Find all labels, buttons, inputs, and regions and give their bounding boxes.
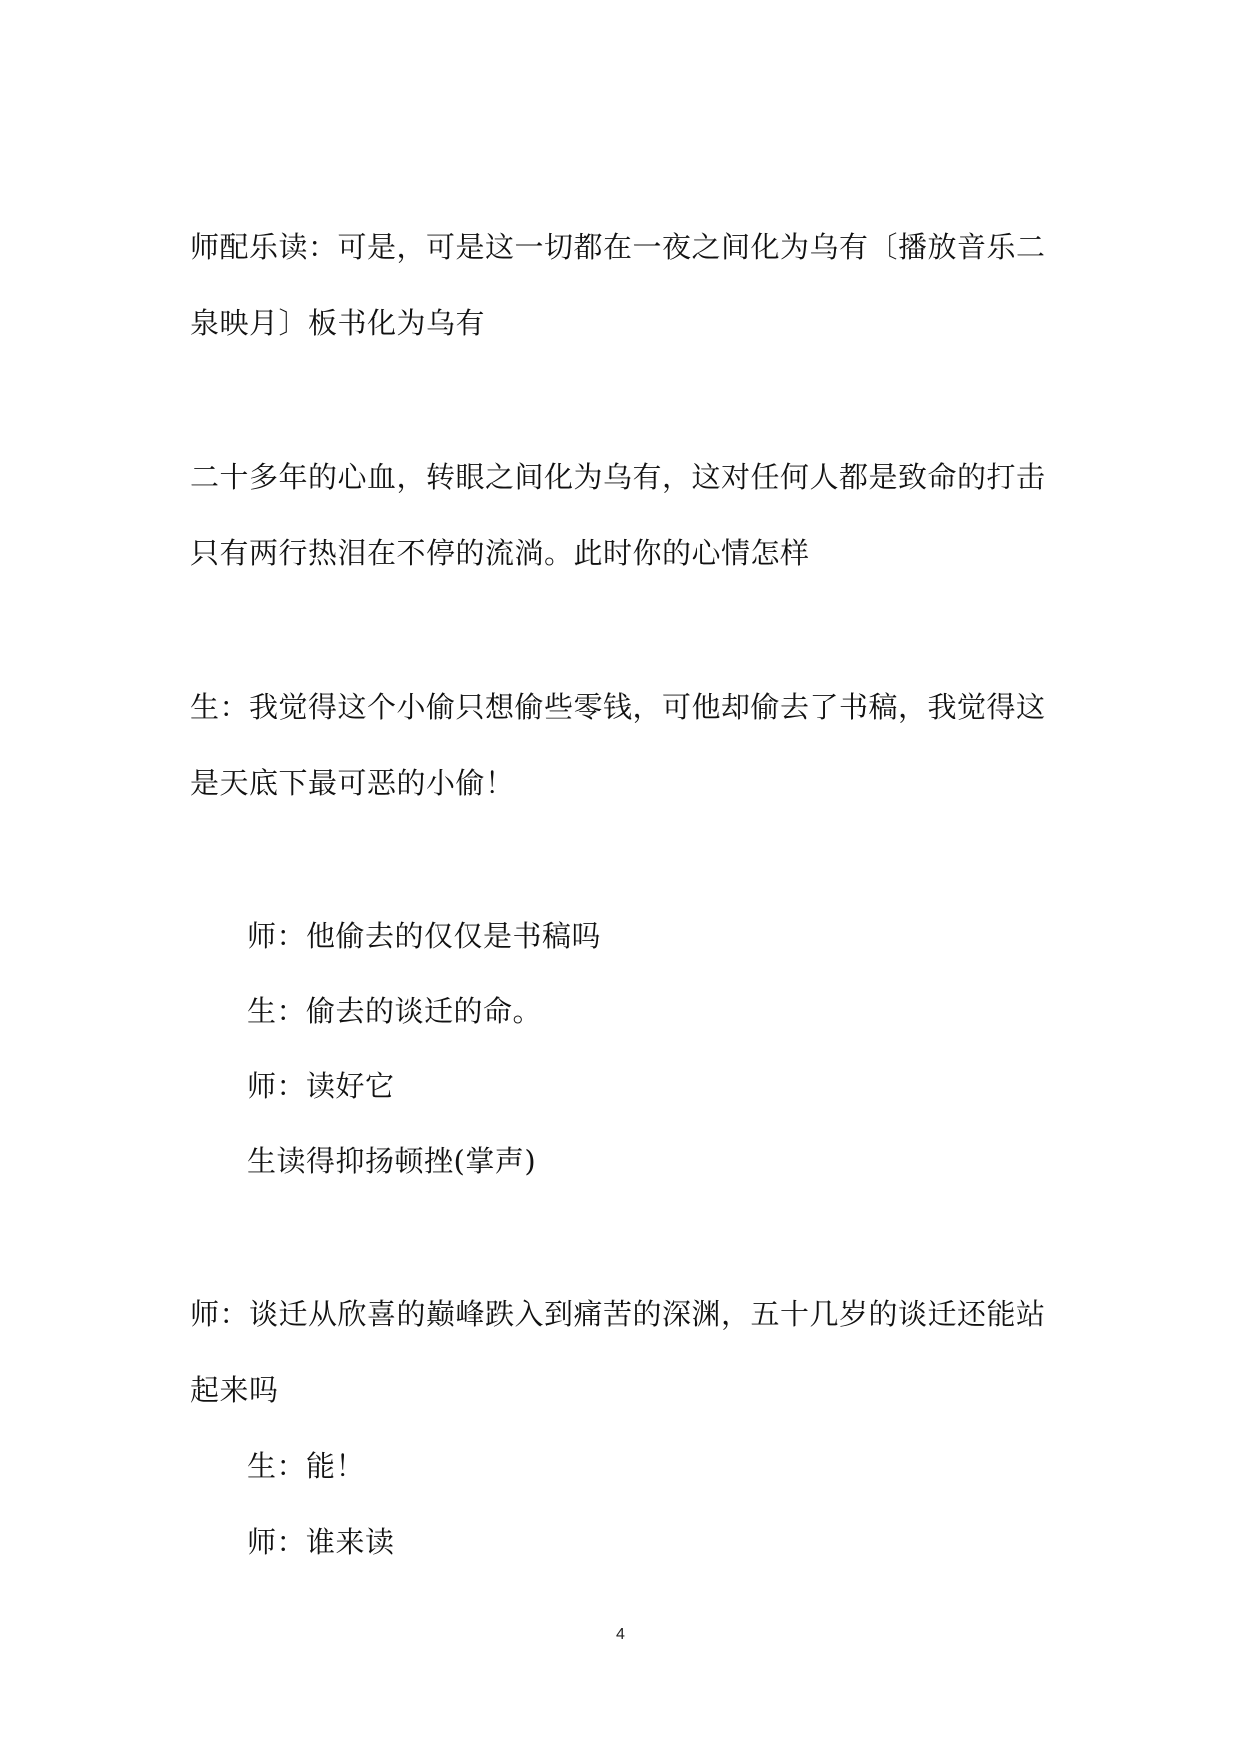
page-number: 4 bbox=[616, 1626, 625, 1643]
paragraph-1-line-2: 泉映月〕板书化为乌有 bbox=[190, 306, 486, 340]
paragraph-2-line-1: 二十多年的心血，转眼之间化为乌有，这对任何人都是致命的打击 bbox=[190, 460, 1046, 494]
paragraph-1-line-1: 师配乐读：可是，可是这一切都在一夜之间化为乌有〔播放音乐二 bbox=[190, 230, 1046, 264]
paragraph-2-line-2: 只有两行热泪在不停的流淌。此时你的心情怎样 bbox=[190, 536, 810, 570]
dialogue-line-teacher-instruction: 师：读好它 bbox=[247, 1069, 395, 1103]
dialogue-line-student-yes: 生：能！ bbox=[247, 1449, 366, 1483]
dialogue-line-student-reading: 生读得抑扬顿挫(掌声) bbox=[247, 1144, 537, 1178]
dialogue-line-teacher-who-reads: 师：谁来读 bbox=[247, 1525, 395, 1559]
dialogue-line-teacher-question: 师：他偷去的仅仅是书稿吗 bbox=[247, 919, 602, 953]
paragraph-4-line-2: 起来吗 bbox=[190, 1373, 279, 1407]
dialogue-line-student-answer: 生：偷去的谈迁的命。 bbox=[247, 994, 543, 1028]
paragraph-4-line-1: 师：谈迁从欣喜的巅峰跌入到痛苦的深渊，五十几岁的谈迁还能站 bbox=[190, 1297, 1046, 1331]
paragraph-3-line-2: 是天底下最可恶的小偷！ bbox=[190, 766, 515, 800]
paragraph-3-line-1: 生：我觉得这个小偷只想偷些零钱，可他却偷去了书稿，我觉得这 bbox=[190, 690, 1046, 724]
